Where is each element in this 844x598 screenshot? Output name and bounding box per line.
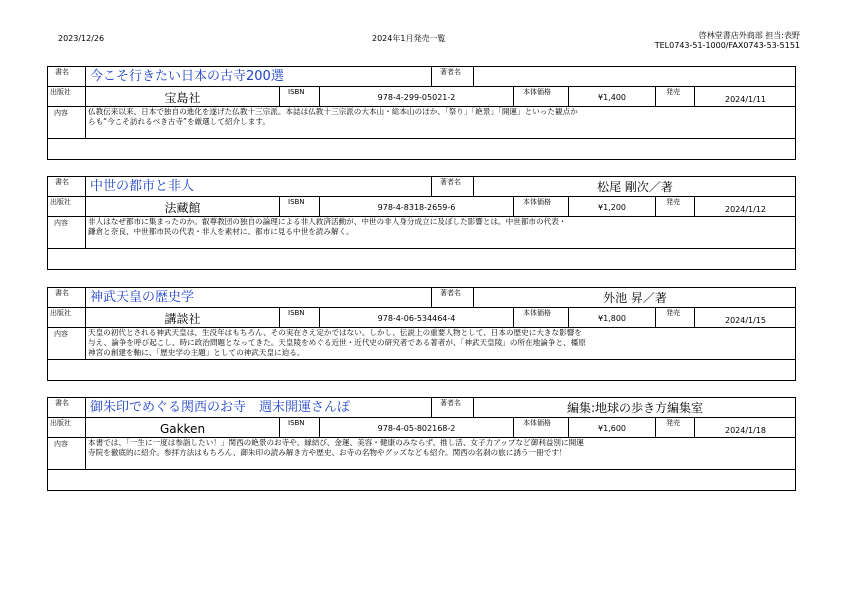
book-entry: [47, 397, 796, 491]
book-title: 今こそ行きたい日本の古寺200選: [90, 69, 284, 84]
col-divider: [431, 287, 432, 307]
publisher-label: 出版社: [50, 88, 71, 96]
col-divider: [655, 417, 656, 437]
col-divider: [513, 196, 514, 216]
book-author: 編集:地球の歩き方編集室: [566, 401, 704, 415]
content-label: 内容: [54, 109, 68, 117]
book-description: 仏教伝来以来、日本で独自の進化を遂げた仏教十三宗派。本誌は仏教十三宗派の大本山・総本山のほか、「祭り」「絶景」「開運」といった観点か らも“今こそ訪れるべき古寺”を厳選して紹介します。: [88, 107, 578, 126]
row-divider: [47, 138, 796, 139]
title-label: 書名: [55, 399, 69, 407]
author-label: 著者名: [440, 68, 461, 76]
book-author: 松尾 剛次／著: [597, 180, 673, 194]
row-divider: [47, 359, 796, 360]
author-label: 著者名: [440, 399, 461, 407]
page-title: 2024年1月発売一覧: [372, 34, 446, 43]
col-divider: [431, 397, 432, 417]
price-label: 本体価格: [523, 88, 551, 96]
list-date: 2023/12/26: [58, 34, 105, 43]
book-price: ¥1,400: [598, 93, 626, 102]
publisher-label: 出版社: [50, 198, 71, 206]
price-label: 本体価格: [523, 309, 551, 317]
book-entry: [47, 66, 796, 160]
col-divider: [513, 417, 514, 437]
release-label: 発売: [666, 419, 680, 427]
price-label: 本体価格: [523, 198, 551, 206]
book-release-date: 2024/1/11: [724, 95, 767, 104]
col-divider: [279, 196, 280, 216]
book-title: 神武天皇の歴史学: [90, 290, 195, 305]
col-divider: [279, 307, 280, 327]
row-divider: [47, 196, 796, 197]
col-divider: [655, 307, 656, 327]
book-release-date: 2024/1/12: [724, 205, 767, 214]
author-label: 著者名: [440, 289, 461, 297]
book-price: ¥1,200: [598, 203, 626, 212]
book-description: 非人はなぜ都市に集まったのか。叡尊教団の独自の論理による非人救済活動が、中世の非人身分成立に及ぼした影響とは。中世都市の代表・ 鎌倉と奈良、中世都市民の代表・非人を素材に、都市に見る中世を読み解く。: [88, 217, 567, 236]
isbn-label: ISBN: [288, 198, 305, 206]
isbn-label: ISBN: [288, 309, 305, 317]
book-price: ¥1,600: [598, 424, 626, 433]
book-entry: [47, 176, 796, 270]
book-entry: [47, 287, 796, 381]
publisher-label: 出版社: [50, 419, 71, 427]
col-divider: [279, 86, 280, 106]
book-publisher: 講談社: [164, 312, 201, 326]
book-release-date: 2024/1/15: [724, 316, 767, 325]
publisher-label: 出版社: [50, 309, 71, 317]
content-label: 内容: [54, 219, 68, 227]
book-isbn: 978-4-299-05021-2: [377, 93, 456, 102]
row-divider: [47, 248, 796, 249]
release-label: 発売: [666, 88, 680, 96]
title-label: 書名: [55, 68, 69, 76]
row-divider: [47, 417, 796, 418]
col-divider: [513, 86, 514, 106]
book-release-date: 2024/1/18: [724, 426, 767, 435]
col-divider: [431, 66, 432, 86]
content-label: 内容: [54, 440, 68, 448]
book-isbn: 978-4-05-802168-2: [377, 424, 456, 433]
book-isbn: 978-4-06-534464-4: [377, 314, 456, 323]
title-label: 書名: [55, 289, 69, 297]
author-label: 著者名: [440, 178, 461, 186]
title-label: 書名: [55, 178, 69, 186]
book-title: 御朱印でめぐる関西のお寺 週末開運さんぽ: [90, 400, 351, 415]
book-publisher: Gakken: [159, 422, 206, 436]
release-label: 発売: [666, 309, 680, 317]
col-divider: [279, 417, 280, 437]
row-divider: [47, 86, 796, 87]
isbn-label: ISBN: [288, 88, 305, 96]
book-description: 天皇の初代とされる神武天皇は、生没年はもちろん、その実在さえ定かではない。しかし、伝説上の重要人物として、日本の歴史に大きな影響を 与え、論争を呼び起こし、時に政治問題となってきた。天皇陵をめぐる近世・近代史の研究者である著者が、「神武天皇陵」の所在地論争と、橿原 神宮の創建を軸に、「歴史学の主題」としての神武天皇に迫る。: [88, 328, 586, 357]
row-divider: [47, 469, 796, 470]
release-label: 発売: [666, 198, 680, 206]
col-divider: [655, 86, 656, 106]
isbn-label: ISBN: [288, 419, 305, 427]
content-label: 内容: [54, 330, 68, 338]
price-label: 本体価格: [523, 419, 551, 427]
book-isbn: 978-4-8318-2659-6: [377, 203, 456, 212]
book-description: 本書では、「一生に一度は参詣したい！」関西の絶景のお寺や、縁結び、金運、美容・健康のみならず、推し活、女子力アップなど御利益別に開運 寺院を徹底的に紹介。参拝方法はもちろん、御朱印の読み解き方や歴史、お寺の名物やグッズなども紹介。関西の名刹の旅に誘う一冊です！: [88, 438, 584, 457]
book-publisher: 宝島社: [164, 91, 201, 105]
book-author: 外池 昇／著: [603, 291, 667, 305]
row-divider: [47, 307, 796, 308]
col-divider: [473, 66, 474, 86]
col-divider: [431, 176, 432, 196]
book-publisher: 法藏館: [164, 201, 201, 215]
col-divider: [513, 307, 514, 327]
col-divider: [655, 196, 656, 216]
contact-phone: TEL0743-51-1000/FAX0743-53-5151: [654, 41, 800, 50]
book-price: ¥1,800: [598, 314, 626, 323]
book-title: 中世の都市と非人: [90, 179, 195, 194]
contact-name: 啓林堂書店外商部 担当:表野: [698, 31, 800, 40]
